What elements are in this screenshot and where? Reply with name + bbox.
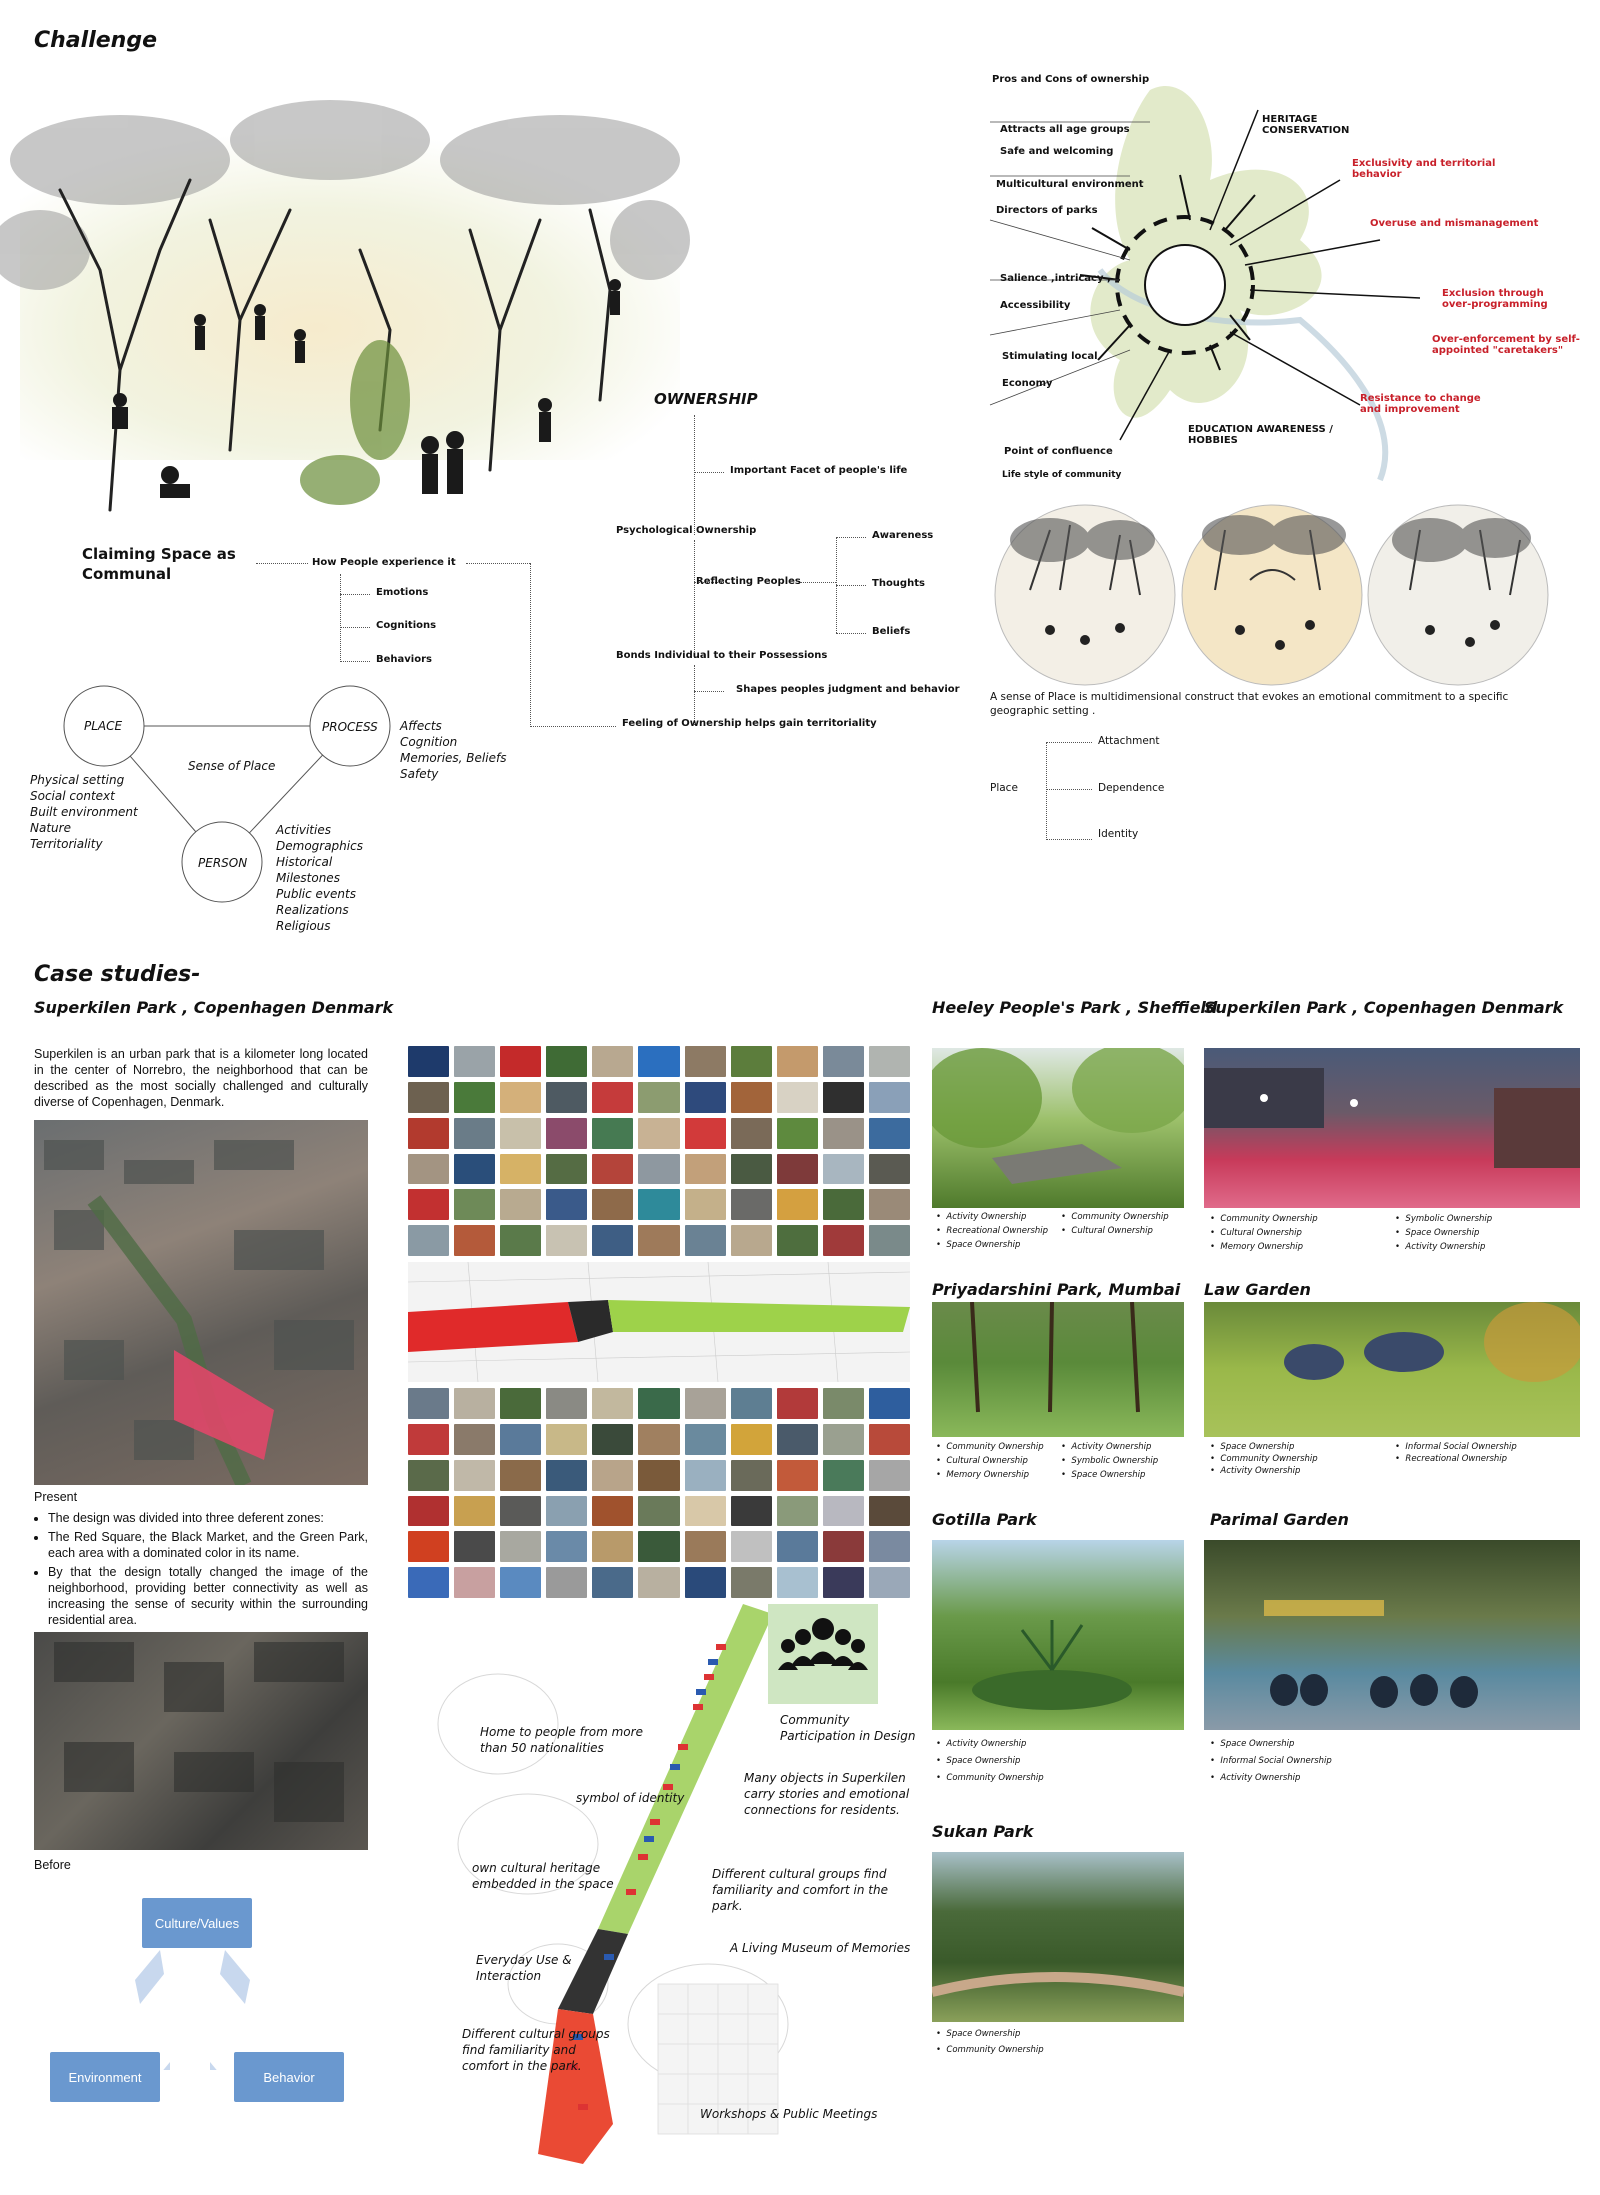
superkilen-tags: • Community Ownership • Symbolic Ownership • Cultural Ownership • Space Ownership • Memory Ownership • Activity Ownership — [1210, 1214, 1493, 1252]
reflect-item-thoughts: Thoughts — [872, 578, 925, 589]
place-def-item: Attachment — [1098, 735, 1160, 747]
culture-values-box: Culture/Values — [142, 1898, 252, 1948]
pro-item: Accessibility — [1000, 300, 1071, 311]
park-title-sukan: Sukan Park — [932, 1822, 1034, 1841]
park-title-superkilen: Superkilen Park , Copenhagen Denmark — [1204, 998, 1564, 1017]
place-def-item: Identity — [1098, 828, 1139, 840]
place-sketch-circles — [990, 500, 1590, 690]
pro-item: Stimulating local — [1002, 351, 1098, 362]
important-facet-label: Important Facet of people's life — [730, 465, 908, 476]
note-workshops: Workshops & Public Meetings — [700, 2107, 878, 2121]
note-home: Home to people from more than 50 nationalities — [480, 1725, 643, 1755]
behavior-box: Behavior — [234, 2052, 344, 2102]
place-def-item: Dependence — [1098, 782, 1165, 794]
superkilen-objects-mosaic-bottom — [408, 1388, 910, 1598]
superkilen-site-plan — [408, 1262, 910, 1382]
process-items: Affects Cognition Memories, Beliefs Safety — [400, 719, 507, 781]
superkilen-red-square-photo — [1204, 1048, 1580, 1208]
claiming-item-behaviors: Behaviors — [376, 654, 432, 665]
park-sketch-illustration — [0, 70, 690, 540]
pros-cons-title: Pros and Cons of ownership — [992, 74, 1150, 85]
parimal-tags: • Space Ownership • Informal Social Ownership • Activity Ownership — [1210, 1739, 1332, 1783]
park-title-priyadarshini: Priyadarshini Park, Mumbai — [932, 1280, 1181, 1299]
superkilen-bullets: • The design was divided into three deferent zones: • The Red Square, the Black Market, and the Green Park, each area with a dominated color in its name. • By that the design totally changed the image of the neighborhood, providing better connectivity as well as increasing the sense of security within the surrounding residential area. — [34, 1510, 368, 1631]
cycle-arrows — [40, 1940, 360, 2070]
park-title-parimal: Parimal Garden — [1210, 1510, 1349, 1529]
process-node-label: PROCESS — [322, 720, 378, 734]
pro-item: Safe and welcoming — [1000, 146, 1114, 157]
superkilen-aerial-present-photo — [34, 1120, 368, 1485]
shapes-label: Shapes peoples judgment and behavior — [736, 684, 960, 695]
sense-of-place-center-label: Sense of Place — [188, 759, 276, 773]
environment-box: Environment — [50, 2052, 160, 2102]
reflecting-peoples-label: Reflecting Peoples — [696, 576, 801, 587]
pro-item: Life style of community — [1002, 470, 1122, 480]
note-objects: Many objects in Superkilen carry stories and emotional connections for residents. — [744, 1771, 910, 1817]
superkilen-objects-mosaic-top — [408, 1046, 910, 1256]
priyadarshini-tags: • Community Ownership • Activity Ownership • Cultural Ownership • Symbolic Ownership • Memory Ownership • Space Ownership — [936, 1442, 1159, 1480]
case-studies-heading: Case studies- — [34, 962, 201, 987]
person-items: Activities Demographics Historical Milestones Public events Realizations Religious — [276, 823, 363, 933]
reflect-item-beliefs: Beliefs — [872, 626, 911, 637]
note-everyday: Everyday Use & Interaction — [476, 1953, 572, 1983]
claiming-item-emotions: Emotions — [376, 587, 429, 598]
pro-item: Economy — [1002, 378, 1053, 389]
education-awareness-label: EDUCATION AWARENESS / HOBBIES — [1188, 424, 1333, 446]
note-symbol: symbol of identity — [576, 1791, 685, 1805]
challenge-heading: Challenge — [34, 28, 157, 53]
priyadarshini-park-photo — [932, 1302, 1184, 1437]
superkilen-aerial-before-photo — [34, 1632, 368, 1850]
ownership-title: OWNERSHIP — [654, 390, 758, 408]
pro-item: Multicultural environment — [996, 179, 1144, 190]
place-def-label: Place — [990, 782, 1018, 794]
before-caption: Before — [34, 1858, 71, 1872]
sukan-park-photo — [932, 1852, 1184, 2022]
superkilen-title: Superkilen Park , Copenhagen Denmark — [34, 998, 394, 1017]
con-item: Resistance to change and improvement — [1360, 393, 1481, 415]
present-caption: Present — [34, 1490, 78, 1504]
park-title-heeley: Heeley People's Park , Sheffield — [932, 998, 1218, 1017]
sukan-tags: • Space Ownership • Community Ownership — [936, 2029, 1044, 2055]
person-node-label: PERSON — [198, 856, 248, 870]
pro-item: Attracts all age groups — [1000, 124, 1130, 135]
heeley-park-photo — [932, 1048, 1184, 1208]
pro-item: Point of confluence — [1004, 446, 1113, 457]
pro-item: Directors of parks — [996, 205, 1098, 216]
place-node-label: PLACE — [84, 719, 123, 733]
superkilen-description: Superkilen is an urban park that is a kilometer long located in the center of Norrebro, the neighborhood that can be described as the most socially challenged and culturally diverse of Copenhagen, Denmark. — [34, 1047, 368, 1109]
pro-item: Salience ,intricacy , — [1000, 273, 1111, 284]
note-groups-1: Different cultural groups find familiarity and comfort in the park. — [712, 1867, 888, 1913]
psychological-ownership-label: Psychological Ownership — [616, 525, 757, 536]
con-item: Exclusivity and territorial behavior — [1352, 158, 1496, 180]
law-garden-tags: • Space Ownership • Informal Social Ownership • Community Ownership • Recreational Ownership • Activity Ownership — [1210, 1442, 1517, 1476]
con-item: Exclusion through over-programming — [1442, 288, 1548, 310]
feeling-ownership-label: Feeling of Ownership helps gain territoriality — [622, 718, 877, 729]
note-museum: A Living Museum of Memories — [730, 1941, 911, 1955]
note-heritage: own cultural heritage embedded in the space — [472, 1861, 614, 1891]
gotilla-park-photo — [932, 1540, 1184, 1730]
gotilla-tags: • Activity Ownership • Space Ownership • Community Ownership — [936, 1739, 1044, 1783]
park-title-gotilla: Gotilla Park — [932, 1510, 1037, 1529]
reflect-item-awareness: Awareness — [872, 530, 934, 541]
note-groups-2: Different cultural groups find familiarity and comfort in the park. — [462, 2027, 610, 2073]
parimal-garden-photo — [1204, 1540, 1580, 1730]
law-garden-photo — [1204, 1302, 1580, 1437]
how-people-experience-label: How People experience it — [312, 557, 456, 568]
place-items: Physical setting Social context Built environment Nature Territoriality — [30, 773, 138, 851]
bonds-label: Bonds Individual to their Possessions — [616, 650, 828, 661]
sense-of-place-definition: A sense of Place is multidimensional construct that evokes an emotional commitment to a specific geographic setting . — [990, 691, 1509, 717]
heeley-tags: • Activity Ownership • Community Ownership • Recreational Ownership • Cultural Ownership • Space Ownership — [936, 1212, 1169, 1250]
heritage-conservation-label: HERITAGE CONSERVATION — [1262, 114, 1350, 136]
claiming-space-title: Claiming Space as Communal — [82, 545, 236, 583]
claiming-item-cognitions: Cognitions — [376, 620, 437, 631]
con-item: Overuse and mismanagement — [1370, 218, 1539, 229]
note-community: Community Participation in Design — [780, 1713, 916, 1743]
park-title-law-garden: Law Garden — [1204, 1280, 1311, 1299]
con-item: Over-enforcement by self-appointed "caretakers" — [1432, 334, 1580, 356]
